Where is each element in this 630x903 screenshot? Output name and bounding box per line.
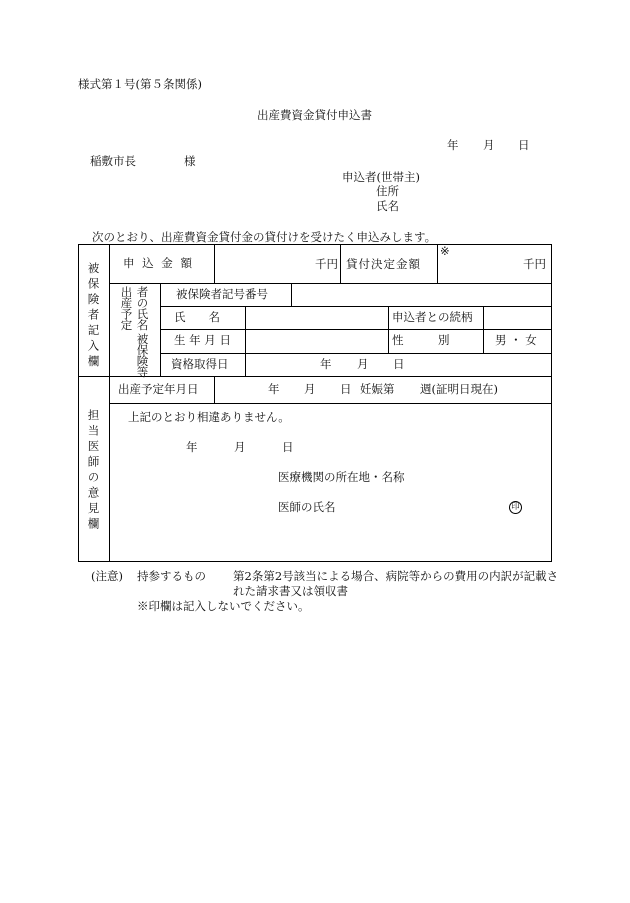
address-label: 住所: [376, 184, 399, 198]
insured-number-label: 被保険者記号番号: [176, 287, 268, 301]
notes-item-line1: 第2条第2号該当による場合、病院等からの費用の内訳が記載さ: [233, 569, 559, 583]
cert-year: 年: [186, 440, 198, 454]
certify-text: 上記のとおり相違ありません。: [128, 410, 290, 424]
doctor-name-label: 医師の氏名: [278, 500, 336, 514]
decision-amount-label: 貸付決定金額: [346, 257, 421, 271]
acquired-month: 月: [357, 357, 369, 371]
acquired-date-label: 資格取得日: [171, 357, 229, 371]
doctor-section-label: 担当医師の意見欄: [86, 409, 101, 533]
insured-name-label: 氏 名: [174, 310, 220, 324]
sex-label: 性 別: [392, 333, 450, 347]
notes-office-use: ※印欄は記入しないでください。: [137, 599, 310, 613]
due-date-label: 出産予定年月日: [118, 382, 199, 396]
week-label: 週(証明日現在): [420, 382, 498, 396]
page-title: 出産費資金貸付申込書: [257, 108, 372, 122]
apply-amount-label: 申 込 金 額: [123, 256, 194, 270]
insured-section-label: 被保険者記入欄: [86, 262, 101, 371]
date-month-label: 月: [483, 138, 495, 152]
group-label-col2: 者の氏名: [135, 286, 150, 330]
name-label: 氏名: [376, 199, 399, 213]
sex-value: 男 ・ 女: [495, 333, 537, 347]
birth-date-label: 生 年 月 日: [174, 333, 231, 347]
addressee: 稲敷市長: [90, 154, 136, 168]
notes-label: (注意): [91, 569, 123, 583]
date-day-label: 日: [518, 138, 530, 152]
apply-amount-unit: 千円: [315, 257, 338, 271]
cert-day: 日: [282, 440, 294, 454]
due-year: 年: [268, 382, 280, 396]
notes-item-label: 持参するもの: [137, 569, 206, 583]
honorific: 様: [184, 154, 196, 168]
facility-label: 医療機関の所在地・名称: [278, 470, 405, 484]
group-label-col3: 被保険等: [135, 333, 150, 377]
decision-amount-unit: 千円: [523, 257, 546, 271]
form-number: 様式第１号(第５条関係): [78, 77, 202, 91]
intro-text: 次のとおり、出産費資金貸付金の貸付けを受けたく申込みします。: [92, 230, 437, 244]
relation-label: 申込者との続柄: [392, 310, 473, 324]
due-month: 月: [304, 382, 316, 396]
cert-month: 月: [234, 440, 246, 454]
notes-item-line2: れた請求書又は領収書: [233, 584, 348, 598]
due-day: 日: [340, 382, 352, 396]
acquired-day: 日: [393, 357, 405, 371]
office-use-mark: ※: [440, 244, 450, 258]
date-year-label: 年: [447, 138, 459, 152]
pregnancy-label: 妊娠第: [360, 382, 395, 396]
group-label-col1: 出産予定: [119, 286, 134, 330]
applicant-label: 申込者(世帯主): [342, 170, 420, 184]
seal-icon: 印: [509, 501, 522, 514]
acquired-year: 年: [320, 357, 332, 371]
